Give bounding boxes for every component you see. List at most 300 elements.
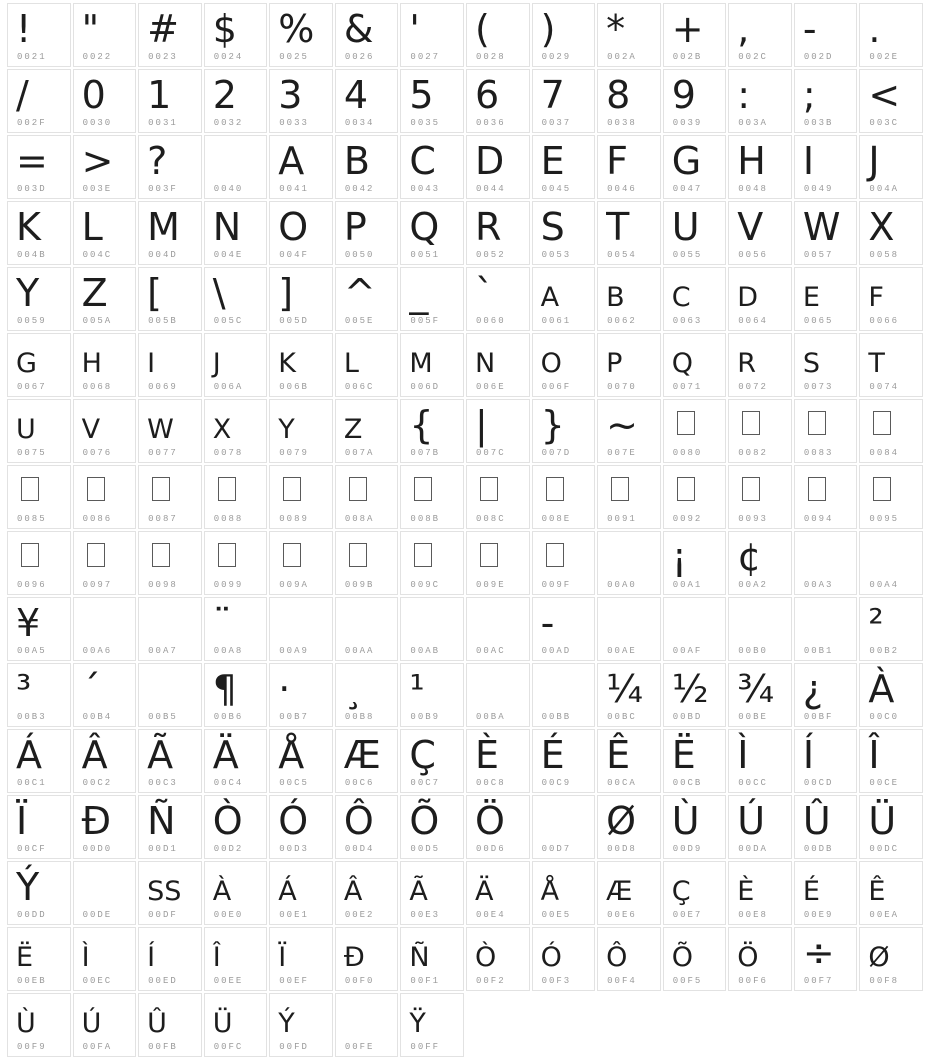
glyph-cell-00C0[interactable] bbox=[859, 663, 923, 727]
codepoint-label: 007B bbox=[410, 448, 441, 458]
glyph-cell-00F2[interactable] bbox=[466, 927, 530, 991]
glyph-cell-0070[interactable] bbox=[597, 333, 661, 397]
glyph-cell-0063[interactable] bbox=[663, 267, 727, 331]
glyph-cell-00BD[interactable] bbox=[663, 663, 727, 727]
glyph-cell-007B[interactable] bbox=[400, 399, 464, 463]
glyph-cell-0028[interactable] bbox=[466, 3, 530, 67]
glyph-cell-00C8[interactable] bbox=[466, 729, 530, 793]
codepoint-label: 0051 bbox=[410, 250, 441, 260]
glyph: 2 bbox=[212, 73, 237, 117]
glyph-cell-00B7[interactable] bbox=[269, 663, 333, 727]
glyph-cell-0083[interactable] bbox=[794, 399, 858, 463]
glyph-cell-0088[interactable] bbox=[204, 465, 268, 529]
glyph-cell-00D7[interactable] bbox=[532, 795, 596, 859]
glyph-cell-0047[interactable] bbox=[663, 135, 727, 199]
glyph-cell-00A0[interactable] bbox=[597, 531, 661, 595]
glyph-cell-0055[interactable] bbox=[663, 201, 727, 265]
glyph-cell-0095[interactable] bbox=[859, 465, 923, 529]
glyph-cell-00E4[interactable] bbox=[466, 861, 530, 925]
notdef-box-icon bbox=[546, 477, 564, 501]
codepoint-label: 0038 bbox=[607, 118, 637, 128]
glyph-cell-00CD[interactable] bbox=[794, 729, 858, 793]
codepoint-label: 00C2 bbox=[82, 778, 113, 788]
glyph-cell-00AE[interactable] bbox=[597, 597, 661, 661]
glyph-cell-00DA[interactable] bbox=[728, 795, 792, 859]
codepoint-label: 0060 bbox=[476, 316, 506, 326]
codepoint-label: 0023 bbox=[148, 52, 178, 62]
notdef-box-icon bbox=[21, 477, 39, 501]
glyph: ¾ bbox=[737, 667, 775, 711]
glyph-cell-00F8[interactable] bbox=[859, 927, 923, 991]
codepoint-label: 00A2 bbox=[738, 580, 768, 590]
glyph-cell-00B2[interactable] bbox=[859, 597, 923, 661]
glyph-cell-00DC[interactable] bbox=[859, 795, 923, 859]
glyph-cell-0077[interactable] bbox=[138, 399, 202, 463]
codepoint-label: 0065 bbox=[803, 316, 834, 326]
codepoint-label: 00C7 bbox=[410, 778, 441, 788]
glyph-cell-0076[interactable] bbox=[73, 399, 137, 463]
glyph-cell-00F3[interactable] bbox=[532, 927, 596, 991]
glyph-cell-008E[interactable] bbox=[532, 465, 596, 529]
glyph: z bbox=[343, 403, 363, 447]
glyph-cell-00F9[interactable] bbox=[7, 993, 71, 1057]
glyph-cell-00F5[interactable] bbox=[663, 927, 727, 991]
glyph-cell-0068[interactable] bbox=[73, 333, 137, 397]
glyph-cell-00FB[interactable] bbox=[138, 993, 202, 1057]
glyph-cell-007A[interactable] bbox=[335, 399, 399, 463]
codepoint-label: 00D1 bbox=[148, 844, 178, 854]
glyph-cell-0067[interactable] bbox=[7, 333, 71, 397]
glyph-cell-004B[interactable] bbox=[7, 201, 71, 265]
glyph-cell-0064[interactable] bbox=[728, 267, 792, 331]
glyph-cell-00AC[interactable] bbox=[466, 597, 530, 661]
codepoint-label: 00F2 bbox=[476, 976, 506, 986]
glyph: Ç bbox=[409, 733, 436, 777]
glyph-cell-00D4[interactable] bbox=[335, 795, 399, 859]
glyph-cell-00AA[interactable] bbox=[335, 597, 399, 661]
glyph-cell-00A6[interactable] bbox=[73, 597, 137, 661]
glyph-cell-006D[interactable] bbox=[400, 333, 464, 397]
glyph-cell-00DE[interactable] bbox=[73, 861, 137, 925]
codepoint-label: 00CF bbox=[17, 844, 47, 854]
glyph-cell-00E3[interactable] bbox=[400, 861, 464, 925]
glyph: ô bbox=[606, 931, 628, 975]
codepoint-label: 00D4 bbox=[344, 844, 375, 854]
glyph-cell-0062[interactable] bbox=[597, 267, 661, 331]
glyph-cell-00A2[interactable] bbox=[728, 531, 792, 595]
glyph-cell-00F6[interactable] bbox=[728, 927, 792, 991]
glyph: û bbox=[147, 997, 167, 1041]
glyph-cell-00B0[interactable] bbox=[728, 597, 792, 661]
glyph-cell-005D[interactable] bbox=[269, 267, 333, 331]
glyph-cell-006E[interactable] bbox=[466, 333, 530, 397]
glyph: a bbox=[540, 271, 560, 315]
codepoint-label: 006E bbox=[476, 382, 506, 392]
glyph: i bbox=[147, 337, 156, 381]
glyph-cell-0024[interactable] bbox=[204, 3, 268, 67]
glyph: 3 bbox=[278, 73, 303, 117]
glyph-cell-0066[interactable] bbox=[859, 267, 923, 331]
glyph-cell-00DB[interactable] bbox=[794, 795, 858, 859]
codepoint-label: 0072 bbox=[738, 382, 768, 392]
codepoint-label: 0058 bbox=[869, 250, 900, 260]
glyph-cell-0030[interactable] bbox=[73, 69, 137, 133]
glyph-cell-00F4[interactable] bbox=[597, 927, 661, 991]
codepoint-label: 006B bbox=[279, 382, 309, 392]
glyph-cell-005B[interactable] bbox=[138, 267, 202, 331]
glyph-cell-00BA[interactable] bbox=[466, 663, 530, 727]
glyph-cell-006F[interactable] bbox=[532, 333, 596, 397]
glyph-cell-00EF[interactable] bbox=[269, 927, 333, 991]
codepoint-label: 00EA bbox=[869, 910, 900, 920]
glyph-cell-005C[interactable] bbox=[204, 267, 268, 331]
glyph-cell-00CC[interactable] bbox=[728, 729, 792, 793]
glyph-cell-00C9[interactable] bbox=[532, 729, 596, 793]
glyph-cell-00E2[interactable] bbox=[335, 861, 399, 925]
glyph-cell-00B9[interactable] bbox=[400, 663, 464, 727]
glyph-cell-0045[interactable] bbox=[532, 135, 596, 199]
glyph-cell-0079[interactable] bbox=[269, 399, 333, 463]
glyph-cell-0096[interactable] bbox=[7, 531, 71, 595]
glyph-cell-00D1[interactable] bbox=[138, 795, 202, 859]
glyph-cell-00C4[interactable] bbox=[204, 729, 268, 793]
glyph-cell-00B5[interactable] bbox=[138, 663, 202, 727]
notdef-box-icon bbox=[677, 411, 695, 435]
glyph: A bbox=[278, 139, 305, 183]
codepoint-label: 0029 bbox=[541, 52, 572, 62]
glyph-cell-00E0[interactable] bbox=[204, 861, 268, 925]
glyph-cell-0031[interactable] bbox=[138, 69, 202, 133]
glyph: E bbox=[540, 139, 565, 183]
glyph-cell-0038[interactable] bbox=[597, 69, 661, 133]
glyph-cell-0057[interactable] bbox=[794, 201, 858, 265]
glyph-cell-00A1[interactable] bbox=[663, 531, 727, 595]
glyph-cell-008C[interactable] bbox=[466, 465, 530, 529]
glyph: Ó bbox=[278, 799, 309, 843]
glyph-cell-0092[interactable] bbox=[663, 465, 727, 529]
codepoint-label: 00F0 bbox=[344, 976, 375, 986]
glyph-cell-00F1[interactable] bbox=[400, 927, 464, 991]
codepoint-label: 00D7 bbox=[541, 844, 572, 854]
glyph-cell-0071[interactable] bbox=[663, 333, 727, 397]
glyph-cell-00D3[interactable] bbox=[269, 795, 333, 859]
glyph-cell-004E[interactable] bbox=[204, 201, 268, 265]
glyph-cell-0058[interactable] bbox=[859, 201, 923, 265]
glyph-cell-0027[interactable] bbox=[400, 3, 464, 67]
glyph-cell-00CB[interactable] bbox=[663, 729, 727, 793]
glyph-cell-00EE[interactable] bbox=[204, 927, 268, 991]
codepoint-label: 0067 bbox=[17, 382, 47, 392]
codepoint-label: 0089 bbox=[279, 514, 309, 524]
glyph-cell-0074[interactable] bbox=[859, 333, 923, 397]
glyph-cell-0025[interactable] bbox=[269, 3, 333, 67]
glyph-cell-0023[interactable] bbox=[138, 3, 202, 67]
glyph-cell-0040[interactable] bbox=[204, 135, 268, 199]
glyph-cell-0093[interactable] bbox=[728, 465, 792, 529]
glyph-cell-0034[interactable] bbox=[335, 69, 399, 133]
codepoint-label: 00F8 bbox=[869, 976, 900, 986]
glyph-cell-0085[interactable] bbox=[7, 465, 71, 529]
glyph-cell-005F[interactable] bbox=[400, 267, 464, 331]
glyph-cell-009E[interactable] bbox=[466, 531, 530, 595]
codepoint-label: 003D bbox=[17, 184, 47, 194]
glyph-cell-00FD[interactable] bbox=[269, 993, 333, 1057]
codepoint-label: 00D3 bbox=[279, 844, 309, 854]
glyph-cell-00BE[interactable] bbox=[728, 663, 792, 727]
glyph-cell-0086[interactable] bbox=[73, 465, 137, 529]
glyph: ý bbox=[278, 997, 295, 1041]
glyph: ì bbox=[81, 931, 90, 975]
glyph-cell-008A[interactable] bbox=[335, 465, 399, 529]
glyph-cell-00FE[interactable] bbox=[335, 993, 399, 1057]
glyph-cell-00A4[interactable] bbox=[859, 531, 923, 595]
glyph-cell-003E[interactable] bbox=[73, 135, 137, 199]
glyph-cell-00C1[interactable] bbox=[7, 729, 71, 793]
glyph-cell-00C5[interactable] bbox=[269, 729, 333, 793]
glyph-cell-00E5[interactable] bbox=[532, 861, 596, 925]
glyph-cell-0084[interactable] bbox=[859, 399, 923, 463]
glyph-cell-00C7[interactable] bbox=[400, 729, 464, 793]
glyph-cell-00FA[interactable] bbox=[73, 993, 137, 1057]
glyph-cell-0060[interactable] bbox=[466, 267, 530, 331]
glyph-cell-002D[interactable] bbox=[794, 3, 858, 67]
glyph: æ bbox=[606, 865, 633, 909]
glyph: u bbox=[16, 403, 36, 447]
glyph: À bbox=[868, 667, 895, 711]
glyph-cell-007D[interactable] bbox=[532, 399, 596, 463]
glyph-cell-0087[interactable] bbox=[138, 465, 202, 529]
glyph-cell-007C[interactable] bbox=[466, 399, 530, 463]
glyph-cell-00AD[interactable] bbox=[532, 597, 596, 661]
glyph-cell-0078[interactable] bbox=[204, 399, 268, 463]
glyph-cell-00D6[interactable] bbox=[466, 795, 530, 859]
glyph-cell-0048[interactable] bbox=[728, 135, 792, 199]
glyph: [ bbox=[147, 271, 162, 315]
glyph-cell-005A[interactable] bbox=[73, 267, 137, 331]
glyph-cell-00C6[interactable] bbox=[335, 729, 399, 793]
glyph-cell-0039[interactable] bbox=[663, 69, 727, 133]
glyph-cell-00D5[interactable] bbox=[400, 795, 464, 859]
codepoint-label: 00C6 bbox=[344, 778, 375, 788]
glyph-cell-0022[interactable] bbox=[73, 3, 137, 67]
codepoint-label: 009C bbox=[410, 580, 441, 590]
glyph-cell-0082[interactable] bbox=[728, 399, 792, 463]
glyph-cell-00EA[interactable] bbox=[859, 861, 923, 925]
codepoint-label: 008B bbox=[410, 514, 441, 524]
glyph: q bbox=[671, 337, 693, 381]
glyph-cell-00C2[interactable] bbox=[73, 729, 137, 793]
glyph-cell-00AF[interactable] bbox=[663, 597, 727, 661]
glyph-cell-007E[interactable] bbox=[597, 399, 661, 463]
glyph-cell-0053[interactable] bbox=[532, 201, 596, 265]
glyph-cell-00BB[interactable] bbox=[532, 663, 596, 727]
glyph: Ô bbox=[343, 799, 374, 843]
codepoint-label: 0057 bbox=[803, 250, 834, 260]
glyph-cell-00DD[interactable] bbox=[7, 861, 71, 925]
glyph-cell-004F[interactable] bbox=[269, 201, 333, 265]
glyph-cell-003B[interactable] bbox=[794, 69, 858, 133]
glyph-cell-0091[interactable] bbox=[597, 465, 661, 529]
glyph-cell-00FC[interactable] bbox=[204, 993, 268, 1057]
glyph-cell-0089[interactable] bbox=[269, 465, 333, 529]
glyph: O bbox=[278, 205, 309, 249]
glyph-cell-006A[interactable] bbox=[204, 333, 268, 397]
glyph-cell-0041[interactable] bbox=[269, 135, 333, 199]
glyph-cell-003C[interactable] bbox=[859, 69, 923, 133]
glyph-cell-0061[interactable] bbox=[532, 267, 596, 331]
glyph-cell-0059[interactable] bbox=[7, 267, 71, 331]
glyph-cell-00E7[interactable] bbox=[663, 861, 727, 925]
glyph: l bbox=[343, 337, 359, 381]
glyph-cell-00B6[interactable] bbox=[204, 663, 268, 727]
glyph-cell-0021[interactable] bbox=[7, 3, 71, 67]
glyph-cell-00ED[interactable] bbox=[138, 927, 202, 991]
glyph-cell-008B[interactable] bbox=[400, 465, 464, 529]
glyph-cell-0036[interactable] bbox=[466, 69, 530, 133]
glyph-cell-00AB[interactable] bbox=[400, 597, 464, 661]
glyph-cell-00D8[interactable] bbox=[597, 795, 661, 859]
glyph-cell-005E[interactable] bbox=[335, 267, 399, 331]
glyph: k bbox=[278, 337, 296, 381]
glyph-cell-004C[interactable] bbox=[73, 201, 137, 265]
glyph-cell-0051[interactable] bbox=[400, 201, 464, 265]
glyph-cell-009F[interactable] bbox=[532, 531, 596, 595]
glyph-cell-0072[interactable] bbox=[728, 333, 792, 397]
glyph: = bbox=[16, 139, 48, 183]
glyph-cell-0069[interactable] bbox=[138, 333, 202, 397]
glyph-cell-002E[interactable] bbox=[859, 3, 923, 67]
glyph-cell-00CE[interactable] bbox=[859, 729, 923, 793]
glyph-cell-003D[interactable] bbox=[7, 135, 71, 199]
glyph-cell-002A[interactable] bbox=[597, 3, 661, 67]
glyph-cell-0029[interactable] bbox=[532, 3, 596, 67]
glyph-cell-00B4[interactable] bbox=[73, 663, 137, 727]
codepoint-label: 004B bbox=[17, 250, 47, 260]
glyph-cell-003A[interactable] bbox=[728, 69, 792, 133]
codepoint-label: 0042 bbox=[344, 184, 375, 194]
codepoint-label: 0062 bbox=[607, 316, 637, 326]
glyph-cell-00CA[interactable] bbox=[597, 729, 661, 793]
notdef-box-icon bbox=[283, 477, 301, 501]
glyph-cell-00A3[interactable] bbox=[794, 531, 858, 595]
glyph-cell-0026[interactable] bbox=[335, 3, 399, 67]
glyph-cell-009C[interactable] bbox=[400, 531, 464, 595]
glyph-cell-00BF[interactable] bbox=[794, 663, 858, 727]
glyph-cell-0073[interactable] bbox=[794, 333, 858, 397]
glyph-cell-0056[interactable] bbox=[728, 201, 792, 265]
glyph-cell-0099[interactable] bbox=[204, 531, 268, 595]
codepoint-label: 0045 bbox=[541, 184, 572, 194]
codepoint-label: 00E7 bbox=[672, 910, 703, 920]
codepoint-label: 002F bbox=[17, 118, 47, 128]
glyph: ù bbox=[16, 997, 36, 1041]
glyph-cell-0080[interactable] bbox=[663, 399, 727, 463]
glyph-cell-002F[interactable] bbox=[7, 69, 71, 133]
glyph-cell-00A9[interactable] bbox=[269, 597, 333, 661]
glyph-cell-006B[interactable] bbox=[269, 333, 333, 397]
glyph: # bbox=[147, 7, 179, 51]
glyph-cell-00E8[interactable] bbox=[728, 861, 792, 925]
glyph-cell-0075[interactable] bbox=[7, 399, 71, 463]
glyph-cell-00EB[interactable] bbox=[7, 927, 71, 991]
glyph-cell-0054[interactable] bbox=[597, 201, 661, 265]
glyph-cell-00BC[interactable] bbox=[597, 663, 661, 727]
codepoint-label: 00A1 bbox=[672, 580, 703, 590]
glyph-cell-00DF[interactable] bbox=[138, 861, 202, 925]
codepoint-label: 0032 bbox=[213, 118, 244, 128]
glyph-cell-00B1[interactable] bbox=[794, 597, 858, 661]
glyph-cell-00FF[interactable] bbox=[400, 993, 464, 1057]
glyph-cell-0097[interactable] bbox=[73, 531, 137, 595]
glyph-cell-00E6[interactable] bbox=[597, 861, 661, 925]
glyph-cell-00C3[interactable] bbox=[138, 729, 202, 793]
codepoint-label: 004F bbox=[279, 250, 309, 260]
codepoint-label: 004E bbox=[213, 250, 244, 260]
glyph-cell-0032[interactable] bbox=[204, 69, 268, 133]
glyph: ÿ bbox=[409, 997, 426, 1041]
glyph-cell-00F0[interactable] bbox=[335, 927, 399, 991]
glyph-cell-004A[interactable] bbox=[859, 135, 923, 199]
glyph-cell-0094[interactable] bbox=[794, 465, 858, 529]
glyph-cell-004D[interactable] bbox=[138, 201, 202, 265]
glyph-cell-0098[interactable] bbox=[138, 531, 202, 595]
glyph-cell-0044[interactable] bbox=[466, 135, 530, 199]
glyph-cell-0037[interactable] bbox=[532, 69, 596, 133]
glyph-cell-0046[interactable] bbox=[597, 135, 661, 199]
glyph-cell-00D0[interactable] bbox=[73, 795, 137, 859]
glyph: ú bbox=[81, 997, 102, 1041]
codepoint-label: 0040 bbox=[213, 184, 244, 194]
glyph-cell-00D9[interactable] bbox=[663, 795, 727, 859]
glyph-cell-0043[interactable] bbox=[400, 135, 464, 199]
glyph-cell-00A8[interactable] bbox=[204, 597, 268, 661]
glyph: H bbox=[737, 139, 766, 183]
glyph-cell-00A7[interactable] bbox=[138, 597, 202, 661]
glyph-cell-00E1[interactable] bbox=[269, 861, 333, 925]
glyph-cell-00EC[interactable] bbox=[73, 927, 137, 991]
glyph-cell-003F[interactable] bbox=[138, 135, 202, 199]
glyph: ¨ bbox=[212, 601, 232, 645]
glyph-cell-00E9[interactable] bbox=[794, 861, 858, 925]
codepoint-label: 0039 bbox=[672, 118, 703, 128]
glyph-cell-00D2[interactable] bbox=[204, 795, 268, 859]
codepoint-label: 0022 bbox=[82, 52, 113, 62]
glyph-cell-0042[interactable] bbox=[335, 135, 399, 199]
glyph-cell-00A5[interactable] bbox=[7, 597, 71, 661]
glyph-cell-006C[interactable] bbox=[335, 333, 399, 397]
glyph-cell-0052[interactable] bbox=[466, 201, 530, 265]
glyph: , bbox=[737, 7, 750, 51]
glyph: Â bbox=[81, 733, 108, 777]
glyph-cell-00F7[interactable] bbox=[794, 927, 858, 991]
glyph-cell-0035[interactable] bbox=[400, 69, 464, 133]
glyph-cell-009A[interactable] bbox=[269, 531, 333, 595]
glyph-cell-002C[interactable] bbox=[728, 3, 792, 67]
glyph-cell-0050[interactable] bbox=[335, 201, 399, 265]
glyph-cell-00B8[interactable] bbox=[335, 663, 399, 727]
glyph-cell-009B[interactable] bbox=[335, 531, 399, 595]
glyph-cell-0033[interactable] bbox=[269, 69, 333, 133]
codepoint-label: 0031 bbox=[148, 118, 178, 128]
glyph-cell-0049[interactable] bbox=[794, 135, 858, 199]
codepoint-label: 0034 bbox=[344, 118, 375, 128]
glyph-cell-0065[interactable] bbox=[794, 267, 858, 331]
glyph-cell-00CF[interactable] bbox=[7, 795, 71, 859]
codepoint-label: 0086 bbox=[82, 514, 113, 524]
glyph: à bbox=[212, 865, 232, 909]
glyph-cell-00B3[interactable] bbox=[7, 663, 71, 727]
glyph-cell-002B[interactable] bbox=[663, 3, 727, 67]
